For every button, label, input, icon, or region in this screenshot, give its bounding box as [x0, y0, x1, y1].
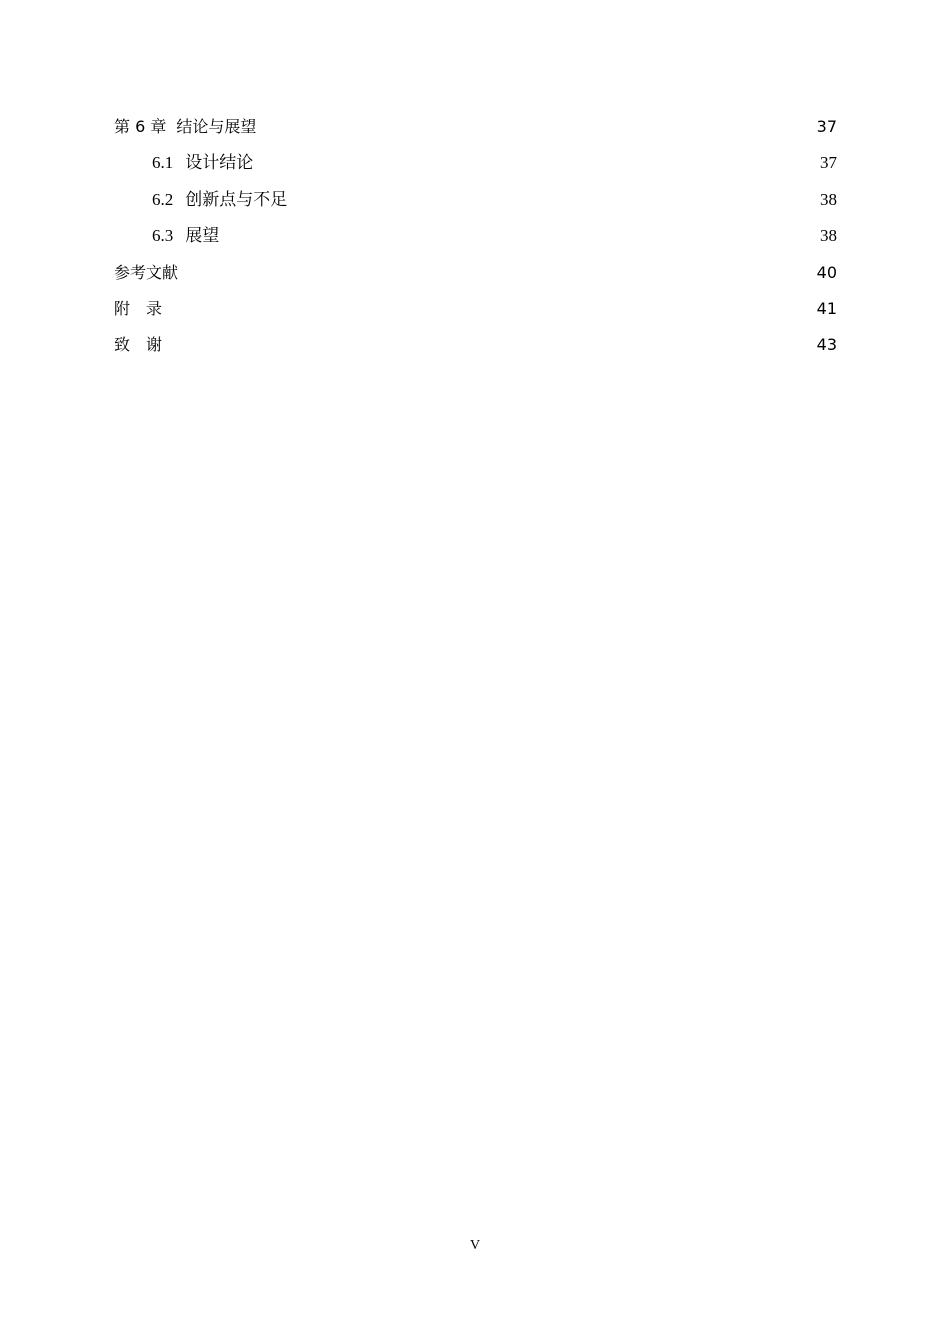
toc-entry-label: 创新点与不足	[185, 189, 288, 209]
toc-entry-number: 第 6 章	[114, 117, 167, 136]
toc-entry-page: 40	[816, 262, 837, 282]
toc-entry-6-3[interactable]	[114, 223, 837, 259]
toc-entry-number: 6.1	[152, 153, 174, 173]
toc-entry-title	[114, 114, 256, 140]
toc-entry-page: 37	[816, 117, 837, 136]
toc-entry-title	[152, 150, 253, 176]
toc-entry-appendix[interactable]	[114, 296, 837, 332]
toc-entry-page: 38	[820, 189, 837, 209]
toc-entry-page: 43	[816, 335, 837, 355]
toc-entry-title	[152, 223, 219, 249]
toc-entry-number: 6.3	[152, 226, 174, 246]
toc-entry-label: 结论与展望	[176, 117, 257, 136]
toc-entry-label: 致 谢	[114, 335, 163, 355]
toc-entry-6-1[interactable]	[114, 150, 837, 186]
toc-entry-label: 参考文献	[114, 262, 179, 282]
toc-entry-page: 37	[820, 153, 837, 173]
toc-entry-label: 附 录	[114, 298, 163, 318]
page-number: V	[469, 1238, 481, 1253]
toc-entry-references[interactable]	[114, 260, 837, 296]
toc-entry-title	[152, 187, 287, 213]
toc-entry-6-2[interactable]	[114, 187, 837, 223]
toc-entry-label: 设计结论	[185, 153, 254, 173]
table-of-contents	[114, 114, 837, 369]
toc-entry-page: 38	[820, 226, 837, 246]
toc-entry-label: 展望	[185, 226, 220, 246]
toc-entry-chapter-6[interactable]	[114, 114, 837, 150]
toc-entry-acknowledgements[interactable]	[114, 332, 837, 368]
toc-entry-page: 41	[816, 298, 837, 318]
toc-entry-number: 6.2	[152, 189, 174, 209]
